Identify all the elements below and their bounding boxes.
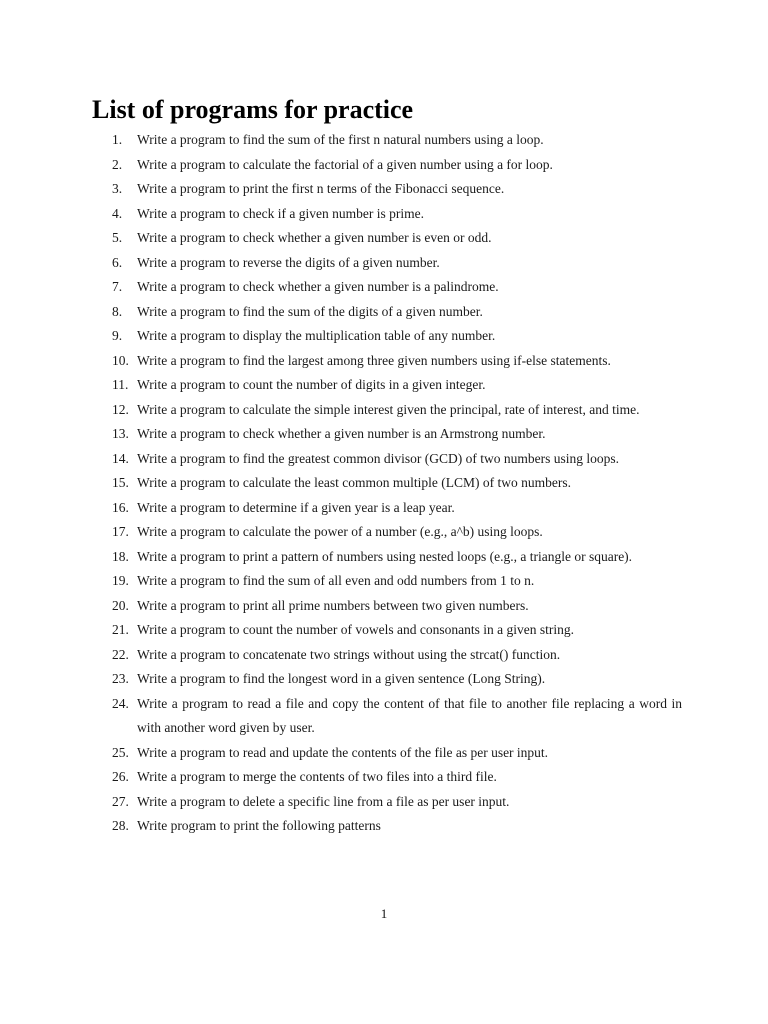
item-text: Write program to print the following patterns: [137, 818, 381, 833]
list-item: [112, 300, 682, 325]
item-number: 6.: [112, 254, 123, 270]
item-text: Write a program to determine if a given year is a leap year.: [137, 499, 455, 515]
item-number: 18.: [112, 548, 129, 564]
item-text: Write a program to delete a specific line from a file as per user input.: [137, 793, 510, 809]
item-number: 26.: [112, 769, 129, 784]
list-item: [112, 202, 682, 227]
item-number: 22.: [112, 646, 129, 662]
list-item: [112, 569, 682, 594]
item-text: Write a program to concatenate two strings without using the strcat() function.: [137, 646, 561, 662]
list-item: [112, 251, 682, 276]
list-item: [112, 741, 682, 766]
program-list: [112, 128, 682, 839]
item-text: Write a program to reverse the digits of a given number.: [137, 254, 440, 270]
item-number: 8.: [112, 303, 123, 319]
list-item: [112, 422, 682, 447]
page-number: 1: [380, 906, 388, 921]
list-item: [112, 496, 682, 521]
item-text: Write a program to find the largest among three given numbers using if-else statements.: [137, 352, 611, 368]
list-item: [112, 667, 682, 692]
item-text: Write a program to print the first n terms of the Fibonacci sequence.: [137, 181, 505, 196]
item-number: 23.: [112, 671, 129, 686]
item-number: 24.: [112, 695, 129, 711]
item-text: Write a program to calculate the factorial of a given number using a for loop.: [137, 156, 553, 172]
item-number: 2.: [112, 156, 123, 172]
item-text: Write a program to calculate the least common multiple (LCM) of two numbers.: [137, 475, 571, 490]
page-title: List of programs for practice: [92, 95, 414, 124]
list-item: [112, 618, 682, 643]
item-number: 27.: [112, 793, 129, 809]
item-text: Write a program to check whether a given number is an Armstrong number.: [137, 426, 546, 441]
list-item: [112, 373, 682, 398]
item-number: 9.: [112, 328, 123, 343]
item-number: 5.: [112, 230, 123, 245]
list-item: [112, 814, 682, 839]
item-text: Write a program to read a file and copy the content of that file to another file replacing a word in with another word given by user.: [137, 695, 682, 735]
item-text: Write a program to find the longest word in a given sentence (Long String).: [137, 671, 546, 686]
item-text: Write a program to print a pattern of numbers using nested loops (e.g., a triangle or square).: [137, 548, 633, 564]
item-number: 3.: [112, 181, 123, 196]
item-text: Write a program to read and update the contents of the file as per user input.: [137, 744, 549, 760]
item-text: Write a program to calculate the power of a number (e.g., a^b) using loops.: [137, 524, 543, 539]
item-number: 19.: [112, 573, 129, 588]
item-text: Write a program to count the number of digits in a given integer.: [137, 377, 486, 392]
list-item: [112, 128, 682, 153]
item-number: 21.: [112, 622, 129, 637]
item-text: Write a program to calculate the simple interest given the principal, rate of interest, and time.: [137, 401, 640, 417]
item-text: Write a program to count the number of vowels and consonants in a given string.: [137, 622, 574, 637]
list-item: [112, 471, 682, 496]
item-number: 14.: [112, 450, 129, 466]
item-text: Write a program to find the sum of the first n natural numbers using a loop.: [137, 132, 544, 147]
item-text: Write a program to find the sum of all even and odd numbers from 1 to n.: [137, 573, 535, 588]
item-number: 7.: [112, 279, 123, 294]
item-number: 15.: [112, 475, 129, 490]
item-text: Write a program to print all prime numbers between two given numbers.: [137, 597, 529, 613]
list-item: [112, 398, 682, 423]
item-number: 17.: [112, 524, 129, 539]
item-number: 12.: [112, 401, 129, 417]
list-item: [112, 790, 682, 815]
list-item: [112, 324, 682, 349]
list-item: [112, 275, 682, 300]
list-item: [112, 545, 682, 570]
item-number: 20.: [112, 597, 129, 613]
item-text: Write a program to check if a given number is prime.: [137, 205, 424, 221]
list-item: [112, 447, 682, 472]
item-text: Write a program to display the multiplication table of any number.: [137, 328, 496, 343]
item-text: Write a program to check whether a given number is even or odd.: [137, 230, 492, 245]
item-number: 25.: [112, 744, 129, 760]
list-item: [112, 692, 682, 741]
list-item: [112, 177, 682, 202]
item-number: 10.: [112, 352, 129, 368]
list-item: [112, 520, 682, 545]
item-text: Write a program to check whether a given number is a palindrome.: [137, 279, 499, 294]
item-number: 16.: [112, 499, 129, 515]
item-text: Write a program to merge the contents of two files into a third file.: [137, 769, 497, 784]
item-number: 4.: [112, 205, 123, 221]
item-number: 1.: [112, 132, 123, 147]
list-item: [112, 594, 682, 619]
item-number: 13.: [112, 426, 129, 441]
item-number: 28.: [112, 818, 129, 833]
item-text: Write a program to find the sum of the digits of a given number.: [137, 303, 483, 319]
list-item: [112, 226, 682, 251]
item-text: Write a program to find the greatest common divisor (GCD) of two numbers using loops.: [137, 450, 619, 466]
list-item: [112, 349, 682, 374]
list-item: [112, 643, 682, 668]
item-number: 11.: [112, 377, 129, 392]
list-item: [112, 765, 682, 790]
list-item: [112, 153, 682, 178]
